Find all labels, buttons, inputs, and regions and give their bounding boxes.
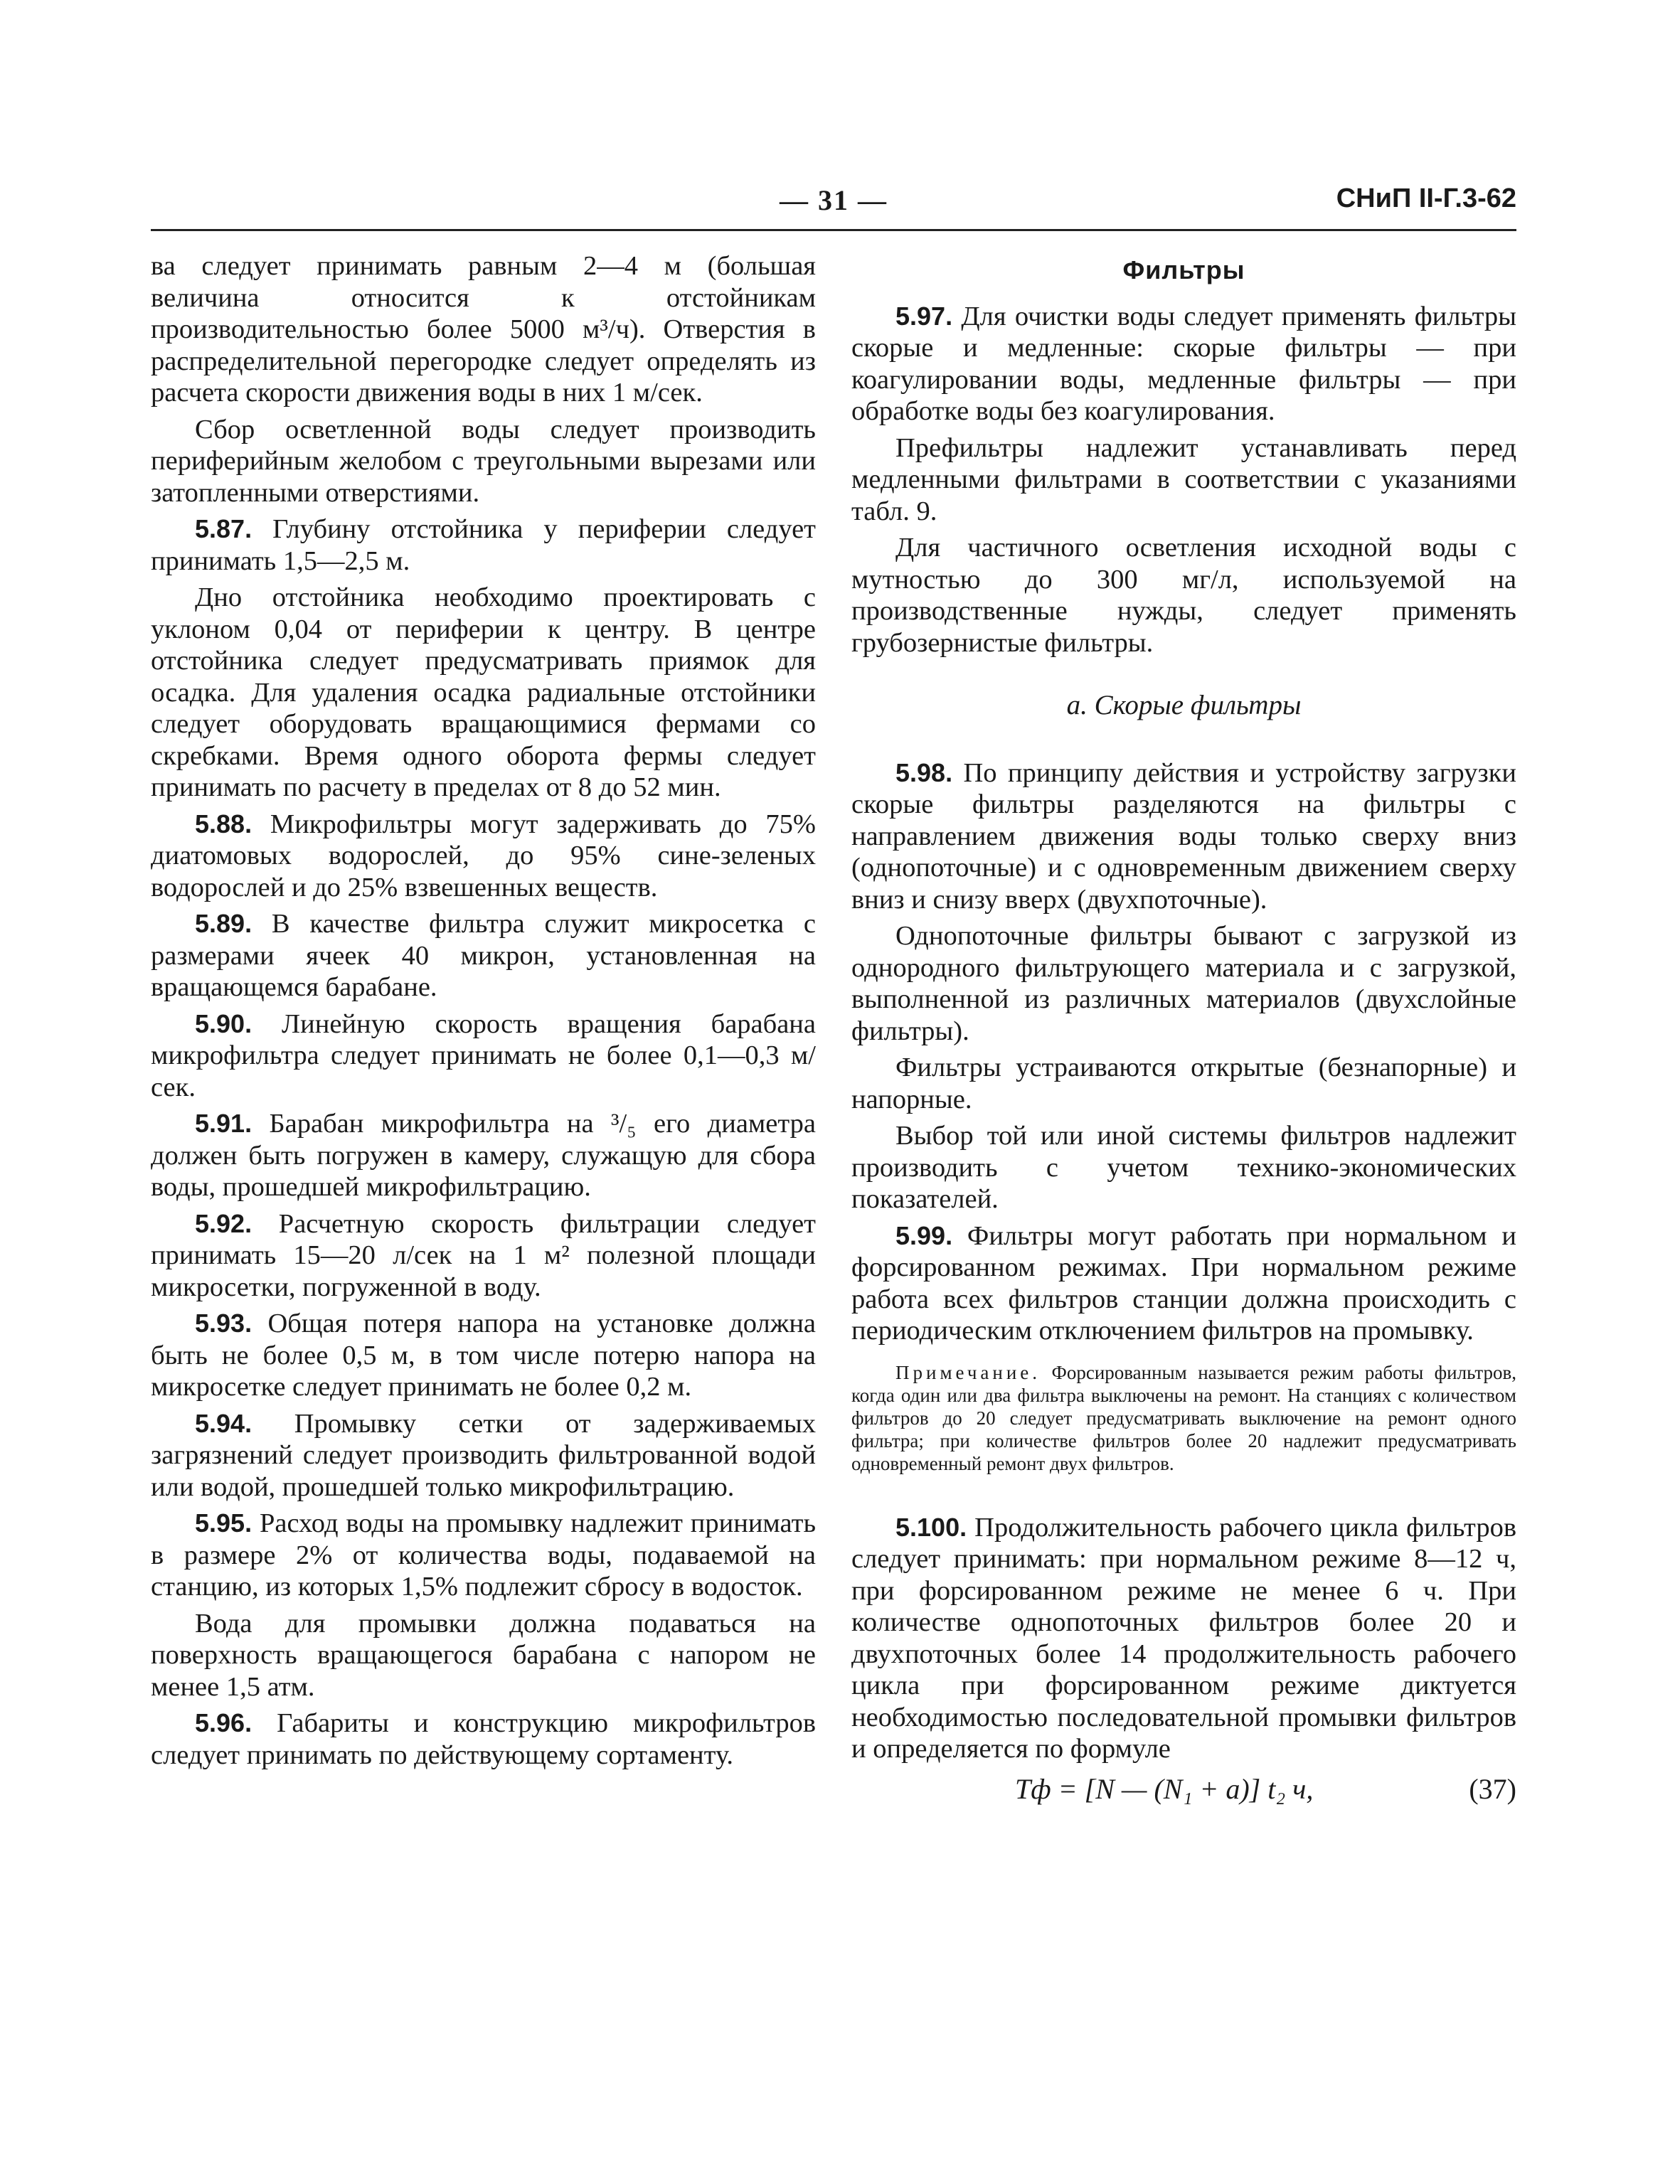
clause-5-94 — [151, 1408, 816, 1503]
clause-text: Микрофильтры могут задерживать до 75% диатомовых водорослей, до 95% сине-зеленых водорослей и до 25% взвешенных веществ. — [151, 809, 816, 902]
clause-number: 5.98. — [895, 757, 953, 787]
clause-number: 5.90. — [195, 1008, 252, 1038]
clause-number: 5.89. — [195, 909, 252, 938]
paragraph: Дно отстойника необходимо проектировать с уклоном 0,04 от периферии к центру. В центре отстойника следует предусматривать приямок для осадка. Для удаления осадка радиальные отстойники следует оборудовать вращающимися фермами со скребками. Время одного оборота фермы следует принимать по расчету в пределах от 8 до 52 мин. — [151, 582, 816, 802]
paragraph: Фильтры устраиваются открытые (безнапорные) и напорные. — [851, 1053, 1516, 1114]
clause-text: Глубину отстойника у периферии следует принимать 1,5—2,5 м. — [151, 514, 816, 576]
note-label: Примечание. — [895, 1361, 1041, 1383]
clause-number: 5.92. — [195, 1208, 252, 1238]
clause-text: Продолжительность рабочего цикла фильтров следует принимать: при нормальном режиме 8—12 ч, при форсированном режиме не менее 6 ч. При количестве однопоточных фильтров более 20 и двухпоточных более 14 продолжительность рабочего цикла при форсированном режиме диктуется необходимостью последовательной промывки фильтров и определяется по формуле — [851, 1512, 1516, 1764]
clause-5-89 — [151, 908, 816, 1003]
clause-5-97 — [851, 301, 1516, 427]
section-title: Фильтры — [1122, 255, 1245, 284]
clause-5-100 — [851, 1512, 1516, 1765]
clause-number: 5.94. — [195, 1408, 252, 1438]
note — [851, 1361, 1516, 1475]
clause-text: В качестве фильтра служит микросетка с размерами ячеек 40 микрон, установленная на вращающемся барабане. — [151, 909, 817, 1002]
header-rule — [151, 229, 1516, 231]
clause-text: Промывку сетки от задерживаемых загрязнений следует производить фильтрованной водой или водой, прошедшей только микрофильтрацию. — [151, 1408, 816, 1502]
clause-number: 5.97. — [895, 301, 953, 331]
clause-text: Для очистки воды следует применять фильтры скорые и медленные: скорые фильтры — при коагулировании воды, медленные фильтры — при обработке воды без коагулирования. — [851, 301, 1516, 426]
paragraph: Префильтры надлежит устанавливать перед медленными фильтрами в соответствии с указаниями табл. 9. — [851, 432, 1516, 526]
note-text: Форсированным называется режим работы фильтров, когда один или два фильтра выключены на ремонт. На станциях с количеством фильтров до 20 следует предусматривать выключение на ремонт одного фильтра; при количестве фильтров более 20 надлежит предусматривать одновременный ремонт двух фильтров. — [851, 1361, 1516, 1474]
formula-row — [851, 1774, 1516, 1809]
clause-text: Общая потеря напора на установке должна быть не более 0,5 м, в том числе потерю напора на микросетке следует принимать не более 0,2 м. — [151, 1309, 817, 1402]
clause-number: 5.88. — [195, 809, 252, 838]
clause-number: 5.87. — [195, 514, 252, 543]
clause-text: Расход воды на промывку надлежит принимать в размере 2% от количества воды, подаваемой на станцию, из которых 1,5% подлежит сбросу в водосток. — [151, 1508, 817, 1602]
clause-text: По принципу действия и устройству загрузки скорые фильтры разделяются на фильтры с направлением движения воды только сверху вниз (однопоточные) и с одновременным движением сверху вниз и снизу вверх (двухпоточные). — [851, 757, 1517, 915]
clause-text: Фильтры могут работать при нормальном и форсированном режимах. При нормальном режиме работа всех фильтров станции должна происходить с периодическим отключением фильтров на промывку. — [851, 1220, 1516, 1346]
paragraph: Выбор той или иной системы фильтров надлежит производить с учетом технико-экономических показателей. — [851, 1121, 1516, 1214]
clause-5-99 — [851, 1220, 1516, 1347]
clause-number: 5.95. — [195, 1508, 252, 1538]
document-code: СНиП II-Г.3-62 — [1336, 183, 1516, 213]
clause-5-92 — [151, 1208, 816, 1304]
page-header — [151, 183, 1516, 219]
clause-5-91 — [151, 1108, 816, 1203]
page-number: — 31 — — [780, 184, 888, 216]
paragraph: Однопоточные фильтры бывают с загрузкой из однородного фильтрующего материала и с загрузкой, выполненной из различных материалов (двухслойные фильтры). — [851, 921, 1516, 1046]
clause-5-93 — [151, 1308, 816, 1403]
clause-text: Габариты и конструкцию микрофильтров следует принимать по действующему сортаменту. — [151, 1708, 816, 1770]
paragraph: Вода для промывки должна подаваться на поверхность вращающегося барабана с напором не менее 1,5 атм. — [151, 1608, 816, 1702]
clause-5-90 — [151, 1008, 816, 1104]
clause-number: 5.96. — [195, 1708, 252, 1737]
paragraph: Сбор осветленной воды следует производить периферийным желобом с треугольными вырезами или затопленными отверстиями. — [151, 414, 816, 508]
clause-text: Линейную скорость вращения барабана микрофильтра следует принимать не более 0,1—0,3 м/сек. — [151, 1008, 816, 1102]
paragraph: ва следует принимать равным 2—4 м (большая величина относится к отстойникам производительностью более 5000 м³/ч). Отверстия в распределительной перегородке следует определять из расчета скорости движения воды в них 1 м/сек. — [151, 251, 816, 407]
clause-number: 5.99. — [895, 1220, 953, 1250]
subsection-title: а. Скорые фильтры — [1066, 690, 1302, 720]
clause-number: 5.100. — [895, 1512, 967, 1542]
clause-number: 5.91. — [195, 1109, 252, 1138]
paragraph: Для частичного осветления исходной воды с мутностью до 300 мг/л, используемой на производственные нужды, следует применять грубозернистые фильтры. — [851, 533, 1516, 658]
clause-5-96 — [151, 1708, 816, 1771]
clause-text: Расчетную скорость фильтрации следует принимать 15—20 л/сек на 1 м² полезной площади микросетки, погруженной в воду. — [151, 1208, 817, 1302]
left-column — [151, 250, 816, 1776]
clause-5-98 — [851, 757, 1516, 916]
clause-text: Барабан микрофильтра на ³/₅ его диаметра должен быть погружен в камеру, служащую для сбора воды, прошедшей микрофильтрацию. — [151, 1109, 816, 1202]
equation-number: (37) — [1469, 1772, 1516, 1805]
clause-5-87 — [151, 513, 816, 577]
clause-number: 5.93. — [195, 1309, 252, 1338]
clause-5-88 — [151, 809, 816, 904]
formula: Tф = [N — (N₁ + a)] t₂ ч, — [1015, 1772, 1314, 1805]
right-column — [851, 250, 1516, 1809]
clause-5-95 — [151, 1508, 816, 1603]
